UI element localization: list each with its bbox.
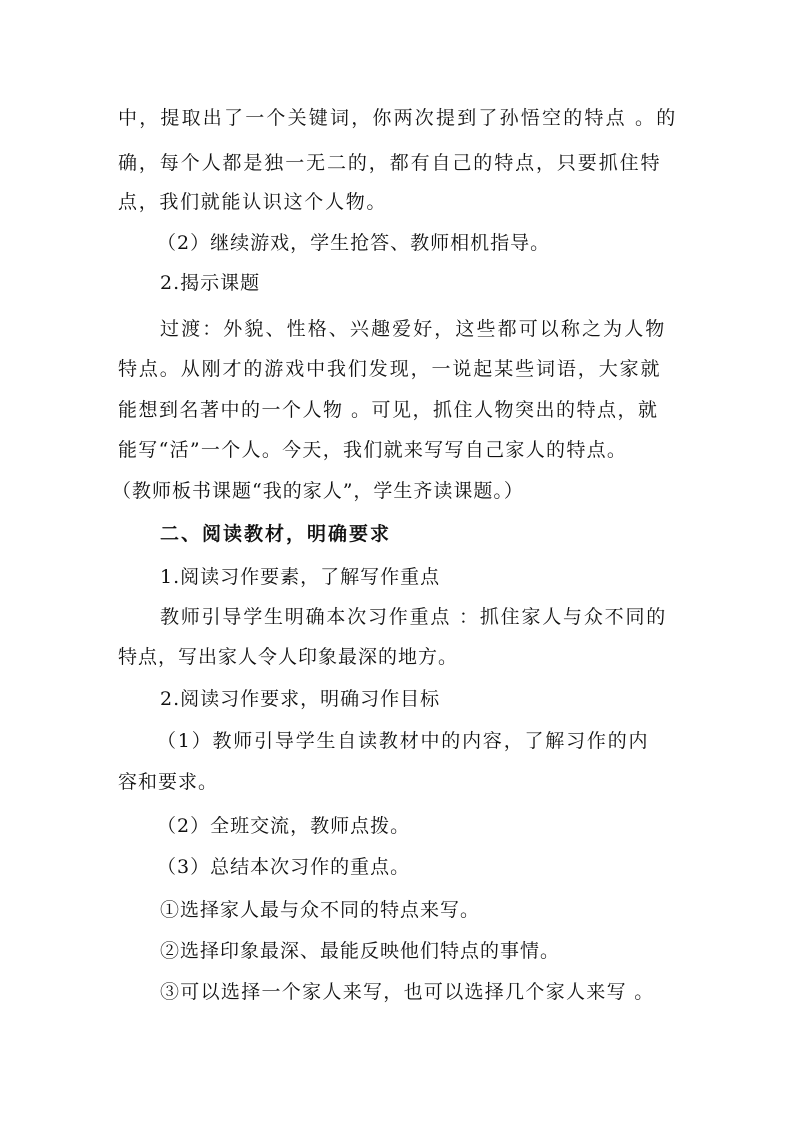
paragraph-line: 教师引导学生明确本次习作重点 ：抓住家人与众不同的 (160, 606, 668, 628)
section-subheading: 2.阅读习作要求，明确习作目标 (160, 688, 441, 710)
paragraph-line: 点，我们就能认识这个人物。 (118, 191, 388, 213)
paragraph-line: （2）继续游戏，学生抢答、教师相机指导。 (157, 232, 551, 254)
paragraph-line: 能想到名著中的一个人物 。可见，抓住人物突出的特点，就 (118, 399, 659, 421)
paragraph-line: 确，每个人都是独一无二的，都有自己的特点，只要抓住特 (118, 152, 662, 174)
paragraph-line: （3）总结本次习作的重点。 (157, 856, 411, 878)
paragraph-line: 中，提取出了一个关键词，你两次提到了孙悟空的特点 。的 (118, 107, 678, 129)
paragraph-line: （2）全班交流，教师点拨。 (157, 815, 411, 837)
list-item: ②选择印象最深、最能反映他们特点的事情。 (160, 940, 561, 962)
section-subheading: 1.阅读习作要素，了解写作重点 (160, 566, 441, 588)
paragraph-line: 容和要求。 (118, 771, 219, 793)
section-subheading: 2.揭示课题 (160, 272, 261, 294)
paragraph-line: 特点，写出家人令人印象最深的地方。 (118, 646, 459, 668)
section-heading: 二、阅读教材，明确要求 (160, 523, 392, 545)
paragraph-line: （教师板书课题“我的家人”，学生齐读课题。） (112, 480, 524, 502)
list-item: ①选择家人最与众不同的特点来写。 (160, 899, 481, 921)
paragraph-line: 特点。从刚才的游戏中我们发现，一说起某些词语，大家就 (118, 358, 662, 380)
list-item: ③可以选择一个家人来写，也可以选择几个家人来写 。 (160, 981, 655, 1003)
paragraph-line: （1）教师引导学生自读教材中的内容，了解习作的内 (157, 730, 650, 752)
paragraph-line: 过渡：外貌、性格、兴趣爱好，这些都可以称之为人物 (160, 318, 667, 340)
paragraph-line: 能写“活”一个人。今天，我们就来写写自己家人的特点。 (118, 439, 628, 461)
